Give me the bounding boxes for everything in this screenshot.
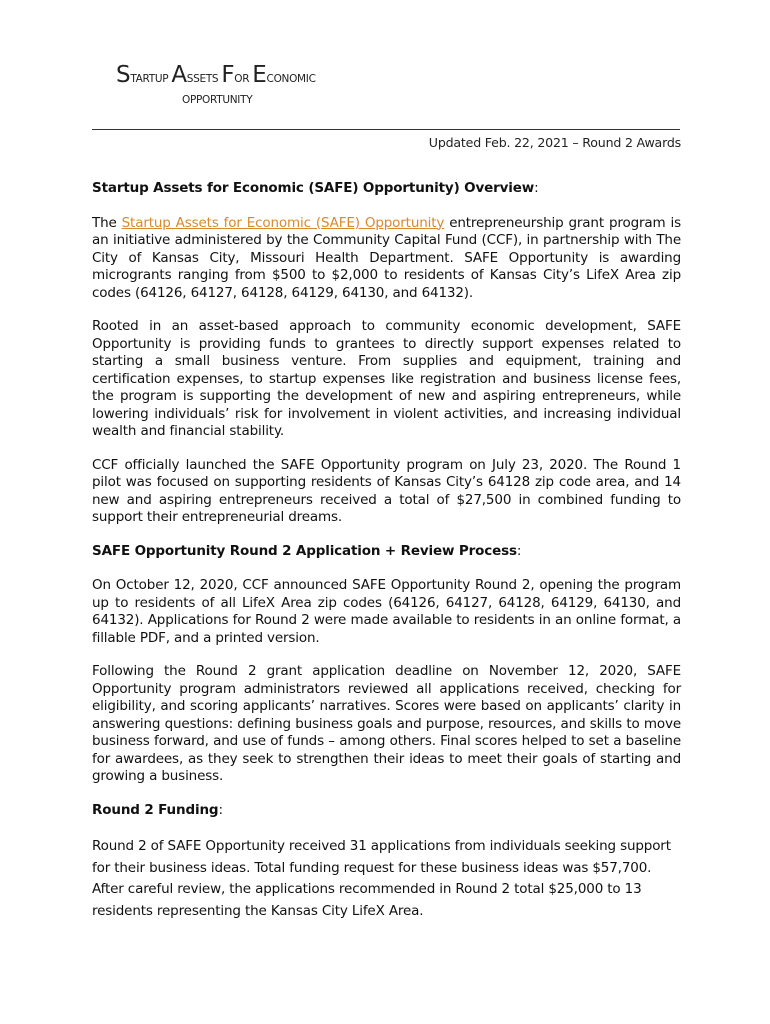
safe-opportunity-link[interactable]: Startup Assets for Economic (SAFE) Opportunity (121, 214, 445, 231)
round2-funding-paragraph-1: Round 2 of SAFE Opportunity received 31 applications from individuals seeking support for their business ideas. Total funding request for these business ideas was $57,700. After careful review, the applications recommended in Round 2 total $25,000 to 13 residents representing the Kansas City LifeX Area. (92, 838, 671, 919)
round2-process-heading-text: SAFE Opportunity Round 2 Application + Review Process (92, 542, 517, 559)
logo-word-tartup: TARTUP (130, 73, 169, 85)
round2-process-heading (92, 543, 681, 561)
logo-cap-s: S (116, 62, 131, 88)
overview-paragraph-1 (92, 215, 681, 303)
overview-p1-text: entrepreneurship grant program is an initiative administered by the Community Capital Fund (CCF), in partnership with The City of Kansas City, Missouri Health Department. SAFE Opportunity is awarding microgrants ranging from $500 to $2,000 to residents of Kansas City’s LifeX Area zip codes (64126, 64127, 64128, 64129, 64130, and 64132). (92, 214, 681, 301)
logo-line-1 (116, 62, 316, 88)
logo-cap-e: E (252, 62, 267, 88)
overview-heading-text: Startup Assets for Economic (SAFE) Opportunity) Overview (92, 180, 535, 196)
logo-word-or: OR (234, 73, 250, 85)
round2-process-heading-colon: : (516, 542, 522, 559)
overview-heading-colon: : (534, 180, 539, 196)
header-divider (92, 129, 680, 130)
overview-paragraph-2: Rooted in an asset-based approach to community economic development, SAFE Opportunity is providing funds to grantees to directly support expenses related to starting a small business venture. From supplies and equipment, training and certification expenses, to startup expenses like registration and business license fees, the program is supporting the development of new and aspiring entrepreneurs, while lowering individuals’ risk for involvement in violent activities, and increasing individual wealth and financial stability. (92, 318, 681, 439)
logo-word-conomic: CONOMIC (266, 73, 316, 85)
logo-line-2: OPPORTUNITY (182, 94, 253, 106)
round2-funding-heading-text: Round 2 Funding (92, 801, 219, 818)
overview-p1-prefix: The (92, 214, 122, 231)
logo-cap-f: F (221, 62, 235, 88)
round2-funding-heading (92, 802, 681, 820)
round2-process-paragraph-1: On October 12, 2020, CCF announced SAFE Opportunity Round 2, opening the program up to residents of all LifeX Area zip codes (64126, 64127, 64128, 64129, 64130, and 64132). Applications for Round 2 were made available to residents in an online format, a fillable PDF, and a printed version. (92, 577, 681, 646)
round2-funding-heading-colon: : (218, 801, 223, 818)
overview-paragraph-3: CCF officially launched the SAFE Opportunity program on July 23, 2020. The Round 1 pilot was focused on supporting residents of Kansas City’s 64128 zip code area, and 14 new and aspiring entrepreneurs received a total of $27,500 in combined funding to support their entrepreneurial dreams. (92, 456, 681, 525)
document-body (92, 180, 681, 938)
logo-word-ssets: SSETS (186, 73, 219, 85)
overview-heading (92, 180, 681, 198)
logo (116, 62, 316, 106)
updated-date: Updated Feb. 22, 2021 – Round 2 Awards (428, 135, 681, 150)
logo-cap-a: A (171, 62, 187, 88)
round2-process-paragraph-2: Following the Round 2 grant application deadline on November 12, 2020, SAFE Opportunity program administrators reviewed all applications received, checking for eligibility, and scoring applicants’ narratives. Scores were based on applicants’ clarity in answering questions: defining business goals and purpose, resources, and skills to move business forward, and use of funds – among others. Final scores helped to set a baseline for awardees, as they seek to strengthen their ideas to meet their goals of starting and growing a business. (92, 663, 681, 784)
